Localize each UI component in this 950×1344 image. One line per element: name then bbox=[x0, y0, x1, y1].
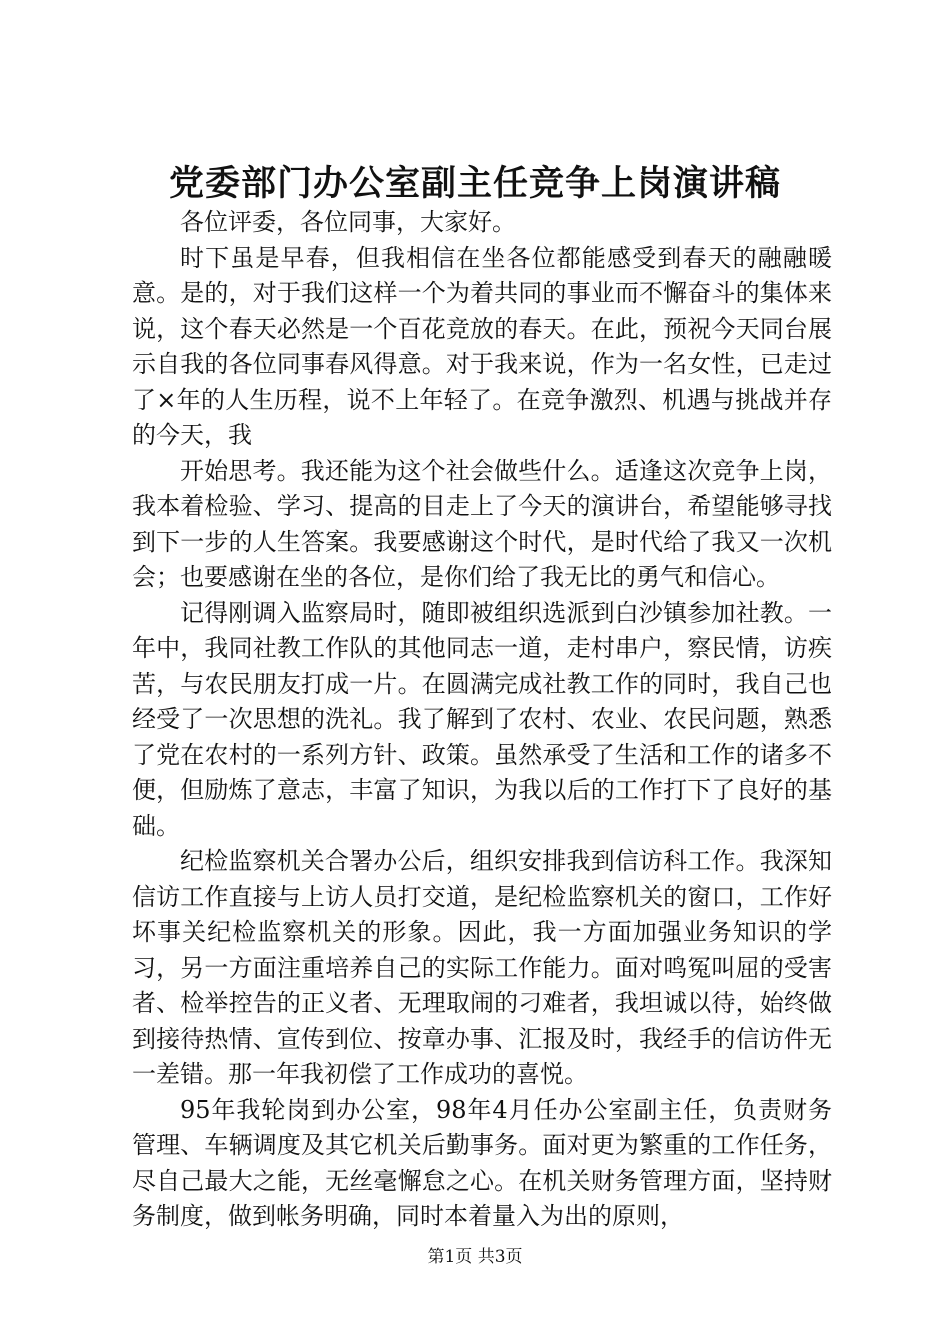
paragraph-5: 95年我轮岗到办公室，98年4月任办公室副主任，负责财务管理、车辆调度及其它机关后勤事务。面对更为繁重的工作任务，尽自己最大之能，无丝毫懈怠之心。在机关财务管理方面，坚持财务制度，做到帐务明确，同时本着量入为出的原则， bbox=[132, 1095, 832, 1230]
page-footer: 第1页 共3页 bbox=[427, 1247, 523, 1267]
paragraph-3: 记得刚调入监察局时，随即被组织选派到白沙镇参加社教。一年中，我同社教工作队的其他同志一道，走村串户，察民情，访疾苦，与农民朋友打成一片。在圆满完成社教工作的同时，我自己也经受了一次思想的洗礼。我了解到了农村、农业、农民问题，熟悉了党在农村的一系列方针、政策。虽然承受了生活和工作的诸多不便，但励炼了意志，丰富了知识，为我以后的工作打下了良好的基础。 bbox=[132, 598, 832, 840]
paragraph-greeting: 各位评委，各位同事，大家好。 bbox=[180, 208, 516, 236]
document-title: 党委部门办公室副主任竞争上岗演讲稿 bbox=[168, 163, 781, 204]
paragraph-1: 时下虽是早春，但我相信在坐各位都能感受到春天的融融暖意。是的，对于我们这样一个为着共同的事业而不懈奋斗的集体来说，这个春天必然是一个百花竞放的春天。在此，预祝今天同台展示自我的各位同事春风得意。对于我来说，作为一名女性，已走过了×年的人生历程，说不上年轻了。在竞争激烈、机遇与挑战并存的今天，我 bbox=[132, 243, 832, 449]
paragraph-4: 纪检监察机关合署办公后，组织安排我到信访科工作。我深知信访工作直接与上访人员打交道，是纪检监察机关的窗口，工作好坏事关纪检监察机关的形象。因此，我一方面加强业务知识的学习，另一方面注重培养自己的实际工作能力。面对鸣冤叫屈的受害者、检举控告的正义者、无理取闹的刁难者，我坦诚以待，始终做到接待热情、宣传到位、按章办事、汇报及时，我经手的信访件无一差错。那一年我初偿了工作成功的喜悦。 bbox=[132, 847, 832, 1088]
paragraph-2: 开始思考。我还能为这个社会做些什么。适逢这次竞争上岗，我本着检验、学习、提高的目走上了今天的演讲台，希望能够寻找到下一步的人生答案。我要感谢这个时代，是时代给了我又一次机会；也要感谢在坐的各位，是你们给了我无比的勇气和信心。 bbox=[132, 456, 832, 591]
document-body bbox=[132, 205, 832, 1235]
